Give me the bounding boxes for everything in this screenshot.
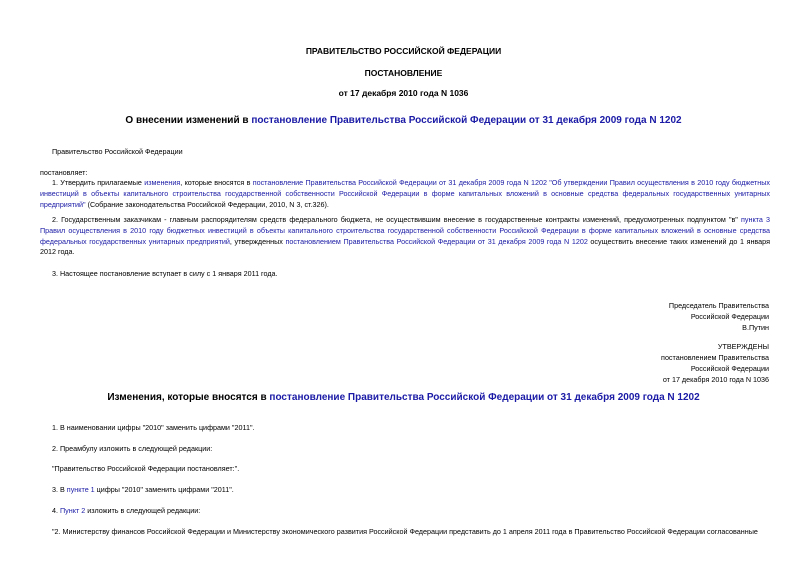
change-4-text-a: 4. [52, 506, 60, 515]
approved-country: Российской Федерации [690, 364, 769, 373]
change-1: 1. В наименовании цифры "2010" заменить цифрами "2011". [52, 423, 255, 432]
intro-decrees: постановляет: [40, 168, 88, 177]
rules-point-3-link[interactable]: пункта 3 Правил осуществления в 2010 году бюджетных инвестиций в объекты капитального строительства государственной собственности Российской Федерации в форме капитальных вложений в основные средства федеральных государственных унитарных предприятий [40, 215, 770, 246]
change-2-quote: "Правительство Российской Федерации постановляет:". [52, 464, 240, 473]
document-title [0, 115, 807, 126]
change-4-quote: "2. Министерству финансов Российской Федерации и Министерству экономического развития Российской Федерации представить до 1 апреля 2011 года в Правительство Российской Федерации согласованные [52, 527, 758, 536]
paragraph-1-text-b: , которые вносятся в [180, 178, 253, 187]
change-4 [52, 506, 770, 517]
approved-by: постановлением Правительства [661, 353, 769, 362]
paragraph-2-text-c: осуществить внесение таких изменений до 1 января 2012 года. [40, 236, 770, 257]
paragraph-3: 3. Настоящее постановление вступает в силу с 1 января 2011 года. [52, 269, 278, 278]
title-prefix: О внесении изменений в [125, 115, 252, 126]
document-type: ПОСТАНОВЛЕНИЕ [364, 68, 443, 78]
change-2: 2. Преамбулу изложить в следующей редакции: [52, 444, 213, 453]
intro-government: Правительство Российской Федерации [52, 147, 183, 156]
title-decree-link[interactable]: постановление Правительства Российской Федерации от 31 декабря 2009 года N 1202 [251, 115, 682, 126]
changes-title [0, 392, 807, 403]
document-date: от 17 декабря 2010 года N 1036 [338, 88, 469, 98]
changes-link[interactable]: изменения [144, 178, 181, 187]
paragraph-2-text-b: , утвержденных [229, 236, 286, 246]
approved-label: УТВЕРЖДЕНЫ [717, 342, 769, 351]
change-3-text-a: 3. В [52, 485, 67, 494]
paragraph-2-text-a: 2. Государственным заказчикам - главным распорядителям средств федерального бюджета, не осуществившим внесение в государственные контракты изменений, предусмотренных подпунктом "в" [52, 215, 741, 224]
changes-title-decree-link[interactable]: постановление Правительства Российской Федерации от 31 декабря 2009 года N 1202 [269, 392, 700, 403]
signature-name: В.Путин [742, 323, 769, 332]
government-header: ПРАВИТЕЛЬСТВО РОССИЙСКОЙ ФЕДЕРАЦИИ [305, 46, 502, 56]
paragraph-1 [40, 178, 770, 210]
paragraph-1-text-c: (Собрание законодательства Российской Федерации, 2010, N 3, ст.326). [85, 199, 329, 209]
decree-1202-link-2[interactable]: постановлением Правительства Российской Федерации от 31 декабря 2009 года N 1202 [285, 236, 588, 246]
signature-block [669, 300, 769, 333]
approved-date: от 17 декабря 2010 года N 1036 [662, 375, 769, 384]
changes-title-prefix: Изменения, которые вносятся в [107, 392, 270, 403]
paragraph-2 [40, 215, 770, 258]
approved-block [661, 341, 769, 385]
signature-country: Российской Федерации [690, 312, 769, 321]
change-4-text-b: изложить в следующей редакции: [85, 506, 201, 515]
point-1-link[interactable]: пункте 1 [66, 485, 95, 494]
paragraph-1-text-a: 1. Утвердить прилагаемые [52, 178, 145, 187]
change-3 [52, 485, 770, 496]
change-3-text-b: цифры "2010" заменить цифрами "2011". [94, 485, 234, 494]
decree-1202-link[interactable]: постановление Правительства Российской Федерации от 31 декабря 2009 года N 1202 "Об утверждении Правил осуществления в 2010 году бюджетных инвестиций в объекты капитального строительства государственной собственности Российской Федерации в форме капитальных вложений в основные средства федеральных государственных унитарных предприятий" [40, 178, 770, 209]
point-2-link[interactable]: Пункт 2 [60, 506, 86, 515]
signature-position: Председатель Правительства [668, 301, 769, 310]
